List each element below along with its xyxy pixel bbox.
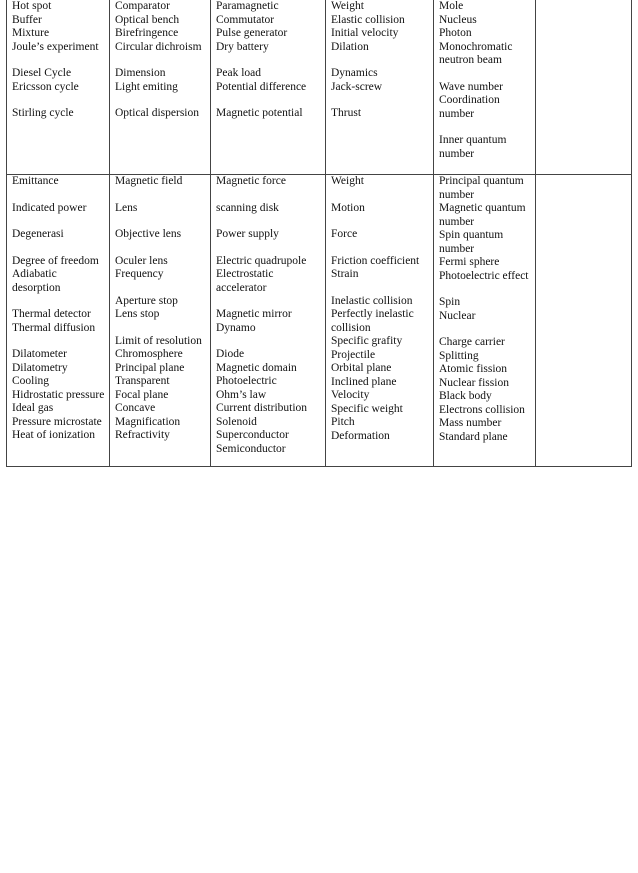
line-gap — [331, 54, 430, 67]
line-gap — [12, 335, 106, 348]
line-gap — [216, 335, 322, 348]
term-text: Mole — [439, 0, 464, 12]
term-text: Power supply — [216, 228, 279, 240]
table-cell — [536, 0, 632, 175]
term-text: Magnetic mirror — [216, 308, 292, 320]
term-text: Force — [331, 228, 358, 240]
term-text: Specific grafity — [331, 335, 403, 347]
term-text: Refractivity — [115, 429, 170, 441]
line-gap — [331, 242, 430, 255]
term-text: Principal quantum number — [439, 175, 524, 201]
term-text: Birefringence — [115, 27, 179, 39]
term-text: Focal plane — [115, 388, 169, 401]
term-text: Photoelectric effect — [439, 269, 529, 282]
term-text: Magnetic force — [216, 175, 286, 187]
term-text: Spin — [439, 296, 461, 308]
term-text: Commutator — [216, 13, 275, 26]
table-row-block-2 — [7, 175, 632, 467]
term-text: Principal plane — [115, 361, 185, 374]
table-cell — [536, 175, 632, 467]
term-text: Stirling cycle — [12, 107, 74, 119]
term-text: Atomic fission — [439, 363, 508, 375]
line-gap — [12, 189, 106, 202]
term-text: Weight — [331, 175, 364, 187]
term-text: Cooling — [12, 375, 50, 387]
line-gap — [439, 283, 532, 296]
term-text: Black body — [439, 390, 492, 402]
term-text: Nucleus — [439, 13, 477, 26]
term-text: Transparent — [115, 375, 170, 387]
term-text: Orbital plane — [331, 362, 392, 374]
term-text: Concave — [115, 402, 156, 414]
line-gap — [331, 121, 430, 134]
term-text: Spin quantum number — [439, 229, 504, 255]
table-cell — [326, 175, 434, 467]
term-text: Electrons collision — [439, 403, 525, 416]
table-cell — [7, 175, 110, 467]
term-text: Lens stop — [115, 308, 160, 320]
term-text: Comparator — [115, 0, 170, 12]
line-gap — [216, 189, 322, 202]
line-gap — [12, 242, 106, 255]
term-text: Dilatometer — [12, 348, 67, 360]
term-text: Specific weight — [331, 402, 403, 415]
term-text: Emittance — [12, 175, 59, 187]
line-gap — [115, 215, 207, 228]
line-gap — [115, 121, 207, 134]
term-text: Perfectly inelastic collision — [331, 308, 414, 334]
term-text: Joule’s experiment — [12, 40, 99, 53]
term-text: Weight — [331, 0, 364, 12]
terms-table — [6, 0, 632, 467]
line-gap — [115, 54, 207, 67]
term-text: Peak load — [216, 67, 262, 79]
line-gap — [331, 189, 430, 202]
term-text: Indicated power — [12, 201, 87, 214]
term-text: Ericsson cycle — [12, 80, 79, 93]
term-text: Current distribution — [216, 402, 308, 414]
term-text: Dilatometry — [12, 361, 68, 374]
term-text: Jack-screw — [331, 80, 383, 93]
term-text: Inelastic collision — [331, 294, 413, 307]
term-text: Limit of resolution — [115, 334, 202, 347]
term-text: Thermal diffusion — [12, 321, 96, 334]
term-text: Electrostatic accelerator — [216, 268, 274, 294]
term-text: Photon — [439, 27, 472, 39]
term-text: Mixture — [12, 27, 50, 39]
term-text: Magnetic potential — [216, 107, 303, 119]
term-text: Hidrostatic pressure — [12, 388, 105, 401]
term-text: Hot spot — [12, 0, 52, 12]
term-text: Circular dichroism — [115, 40, 202, 53]
term-text: Solenoid — [216, 415, 257, 428]
line-gap — [439, 323, 532, 336]
term-text: Potential difference — [216, 80, 307, 93]
line-gap — [115, 322, 207, 335]
term-text: Heat of ionization — [12, 429, 96, 441]
line-gap — [12, 121, 106, 134]
term-text: Light emiting — [115, 80, 178, 93]
line-gap — [115, 282, 207, 295]
line-gap — [12, 295, 106, 308]
term-text: Friction coefficient — [331, 254, 420, 267]
term-text: Aperture stop — [115, 294, 178, 307]
term-text: Deformation — [331, 429, 390, 442]
line-gap — [12, 94, 106, 107]
term-text: Objective lens — [115, 228, 182, 240]
line-gap — [331, 215, 430, 228]
term-text: Elastic collision — [331, 13, 405, 26]
term-text: Ideal gas — [12, 402, 54, 414]
term-text: Buffer — [12, 13, 42, 26]
term-text: Ohm’s law — [216, 388, 267, 401]
term-text: Velocity — [331, 389, 370, 401]
line-gap — [115, 189, 207, 202]
line-gap — [115, 242, 207, 255]
line-gap — [216, 215, 322, 228]
line-gap — [331, 282, 430, 295]
line-gap — [216, 54, 322, 67]
table-row-block-1 — [7, 0, 632, 175]
term-text: Semiconductor — [216, 442, 286, 455]
term-text: Nuclear — [439, 309, 476, 322]
table-cell — [7, 0, 110, 175]
term-text: Lens — [115, 201, 138, 214]
term-text: Superconductor — [216, 429, 289, 441]
line-gap — [115, 94, 207, 107]
table-cell — [434, 0, 536, 175]
line-gap — [216, 295, 322, 308]
term-text: Projectile — [331, 348, 376, 361]
term-text: Mass number — [439, 417, 502, 429]
term-text: Diode — [216, 348, 245, 360]
term-text: Pitch — [331, 416, 355, 428]
line-gap — [439, 68, 532, 81]
term-text: Optical dispersion — [115, 107, 199, 119]
term-text: Chromosphere — [115, 348, 183, 360]
term-text: Nuclear fission — [439, 376, 509, 389]
term-text: Degree of freedom — [12, 254, 99, 267]
term-text: Thermal detector — [12, 308, 91, 320]
term-text: Pulse generator — [216, 27, 288, 39]
term-text: Dimension — [115, 67, 166, 79]
term-text: Optical bench — [115, 13, 180, 26]
table-cell — [326, 0, 434, 175]
line-gap — [12, 54, 106, 67]
term-text: Initial velocity — [331, 27, 399, 39]
line-gap — [216, 121, 322, 134]
term-text: Magnetic quantum number — [439, 202, 526, 228]
term-text: Magnetic field — [115, 175, 183, 187]
table-cell — [434, 175, 536, 467]
term-text: Magnification — [115, 415, 181, 428]
term-text: Inclined plane — [331, 375, 397, 388]
term-text: Charge carrier — [439, 336, 505, 348]
term-text: Pressure microstate — [12, 415, 102, 428]
line-gap — [12, 215, 106, 228]
line-gap — [439, 121, 532, 134]
term-text: Magnetic domain — [216, 361, 297, 374]
table-cell — [110, 175, 211, 467]
term-text: Monochromatic neutron beam — [439, 40, 513, 66]
term-text: Frequency — [115, 268, 164, 280]
term-text: Dynamo — [216, 321, 256, 334]
term-text: Thrust — [331, 107, 362, 119]
table-cell — [211, 0, 326, 175]
line-gap — [331, 94, 430, 107]
term-text: Fermi sphere — [439, 256, 500, 268]
term-text: Diesel Cycle — [12, 67, 72, 79]
term-text: Paramagnetic — [216, 0, 279, 12]
term-text: Dilation — [331, 40, 369, 53]
term-text: Photoelectric — [216, 375, 277, 387]
table-cell — [110, 0, 211, 175]
document-page — [6, 0, 631, 467]
term-text: Electric quadrupole — [216, 254, 307, 267]
table-cell — [211, 175, 326, 467]
term-text: Degenerasi — [12, 228, 64, 240]
line-gap — [216, 94, 322, 107]
term-text: Dry battery — [216, 40, 269, 53]
term-text: Splitting — [439, 349, 479, 362]
term-text: scanning disk — [216, 201, 279, 214]
term-text: Standard plane — [439, 430, 508, 443]
term-text: Dynamics — [331, 67, 378, 79]
line-gap — [439, 161, 532, 174]
line-gap — [216, 242, 322, 255]
term-text: Adiabatic desorption — [12, 268, 61, 294]
term-text: Coordination number — [439, 94, 500, 120]
term-text: Wave number — [439, 80, 503, 93]
term-text: Inner quantum number — [439, 134, 507, 160]
term-text: Oculer lens — [115, 254, 168, 267]
term-text: Strain — [331, 268, 359, 280]
term-text: Motion — [331, 201, 365, 214]
